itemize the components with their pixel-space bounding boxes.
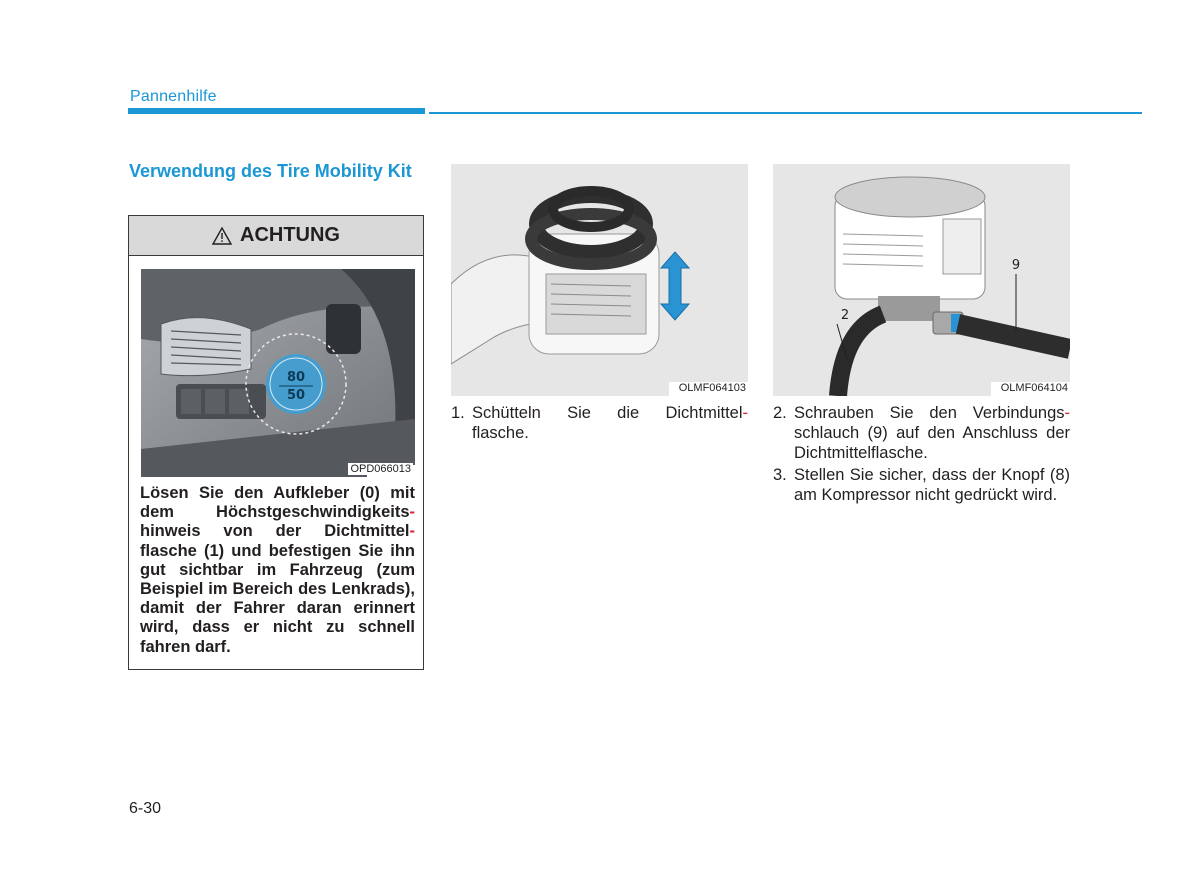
hyphen: - <box>742 404 748 422</box>
figure-connect-hose <box>773 164 1070 396</box>
step-number: 2. <box>773 404 787 422</box>
page-number: 6-30 <box>129 800 162 817</box>
step-text-part: Schrauben Sie den Verbindungs <box>794 404 1065 422</box>
page-heading: Verwendung des Tire Mobility Kit <box>129 161 412 181</box>
sign-value-50: 50 <box>286 388 306 403</box>
sign-value-80: 80 <box>286 370 306 385</box>
step-text <box>472 404 748 424</box>
step-text: Stellen Sie sicher, dass der Knopf (8) am Kompressor nicht gedrückt wird. <box>794 466 1070 504</box>
figure-code: OPD066013 <box>350 463 411 475</box>
figure-code: OLMF064104 <box>1000 382 1068 394</box>
header-rule-thick <box>128 108 425 114</box>
hyphen: - <box>409 522 415 541</box>
connect-hose-illustration <box>773 164 1070 396</box>
warning-text-part: Lösen Sie den Aufkleber (0) mit dem Höchstgeschwindigkeits <box>140 484 415 522</box>
warning-box <box>128 215 424 670</box>
step-text <box>794 404 1070 424</box>
callout-2: 2 <box>840 308 850 323</box>
warning-text <box>140 484 415 657</box>
callout-9: 9 <box>1011 258 1021 273</box>
step-number: 3. <box>773 466 787 484</box>
shake-bottle-illustration <box>451 164 748 396</box>
warning-header <box>129 216 423 256</box>
step-text-continued: schlauch (9) auf den Anschluss der Dichtmittelflasche. <box>794 424 1070 462</box>
warning-text-part: hinweis von der Dichtmittel <box>140 522 410 541</box>
warning-title: ACHTUNG <box>240 224 340 246</box>
header-rule-thin <box>429 112 1142 114</box>
hyphen: - <box>1064 404 1070 422</box>
warning-triangle-icon <box>212 227 232 245</box>
step-text-continued: flasche. <box>472 424 529 442</box>
dashboard-illustration <box>141 269 415 477</box>
hyphen: - <box>409 503 415 522</box>
dashboard-image <box>141 269 415 477</box>
section-title: Pannenhilfe <box>130 88 217 105</box>
warning-text-part: flasche (1) und befestigen Sie ihn gut sichtbar im Fahrzeug (zum Beispiel im Bereich des Lenkrads), damit der Fahrer daran erinnert wird, dass er nicht zu schnell fahren darf. <box>140 541 415 656</box>
figure-code: OLMF064103 <box>678 382 746 394</box>
step-number: 1. <box>451 404 465 422</box>
figure-shake-bottle <box>451 164 748 396</box>
step-text-part: Schütteln Sie die Dichtmittel <box>472 404 743 422</box>
